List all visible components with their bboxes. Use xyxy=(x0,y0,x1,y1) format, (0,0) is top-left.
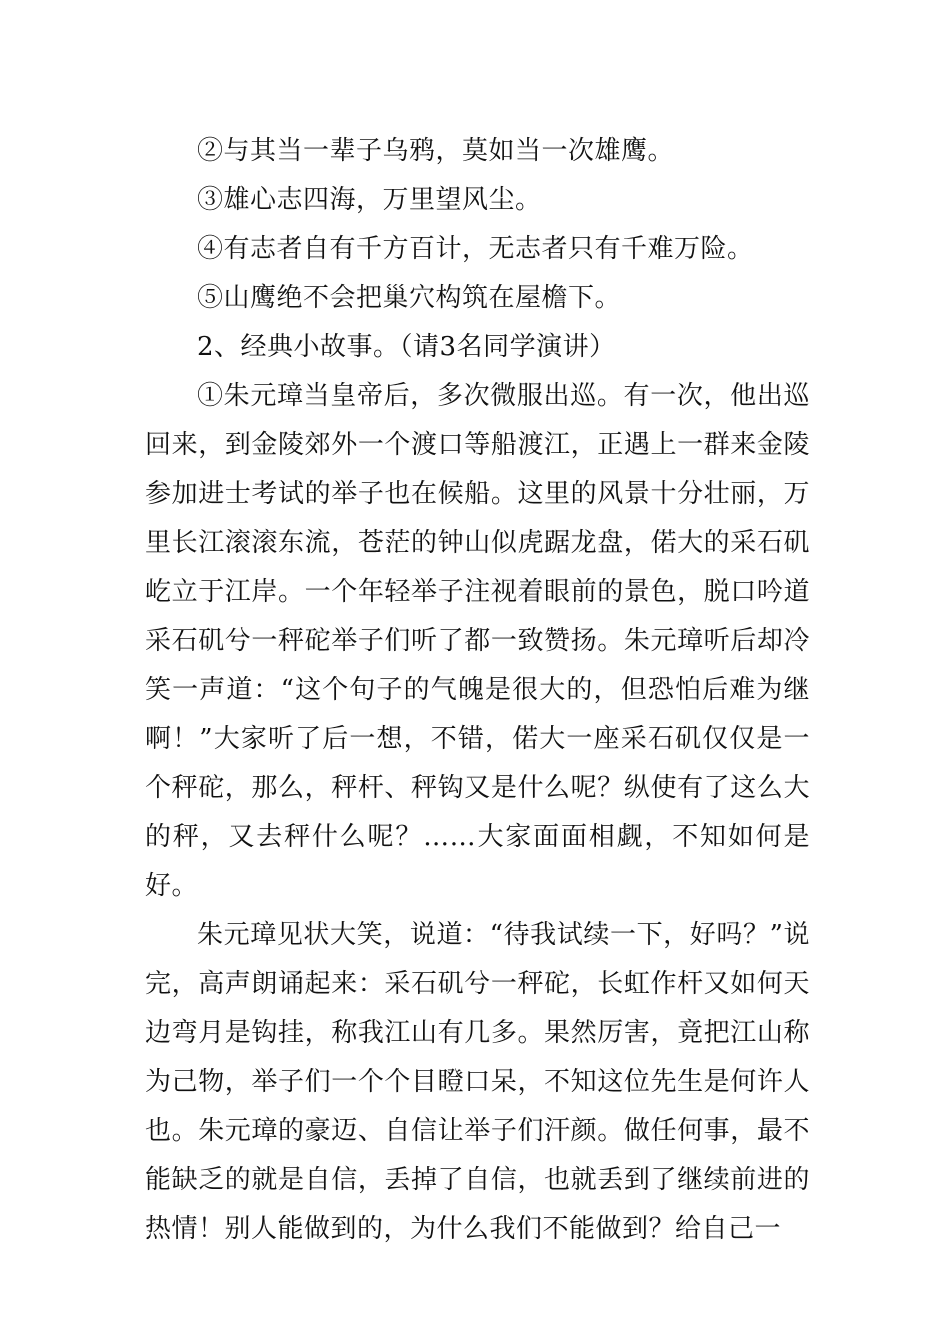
document-body xyxy=(145,127,810,1254)
paragraph-story-1: ①朱元璋当皇帝后，多次微服出巡。有一次，他出巡回来，到金陵郊外一个渡口等船渡江，正遇上一群来金陵参加进士考试的举子也在候船。这里的风景十分壮丽，万里长江滚滚东流，苍茫的钟山似虎踞龙盘，偌大的采石矶屹立于江岸。一个年轻举子注视着眼前的景色，脱口吟道采石矶兮一秤砣举子们听了都一致赞扬。朱元璋听后却冷笑一声道：“这个句子的气魄是很大的，但恐怕后难为继啊！”大家听了后一想，不错，偌大一座采石矶仅仅是一个秤砣，那么，秤杆、秤钩又是什么呢？纵使有了这么大的秤，又去秤什么呢？……大家面面相觑，不知如何是好。 xyxy=(145,381,810,901)
paragraph-quote-3: ③雄心志四海，万里望风尘。 xyxy=(197,185,542,215)
paragraph-quote-4: ④有志者自有千方百计，无志者只有千难万险。 xyxy=(197,234,754,264)
section-heading-classic-stories: 2、经典小故事。（请3名同学演讲） xyxy=(197,332,616,362)
paragraph-quote-5: ⑤山鹰绝不会把巢穴构筑在屋檐下。 xyxy=(197,283,622,313)
paragraph-story-1-continued: 朱元璋见状大笑，说道：“待我试续一下，好吗？”说完，高声朗诵起来：采石矶兮一秤砣，长虹作杆又如何天边弯月是钩挂，称我江山有几多。果然厉害，竟把江山称为己物，举子们一个个目瞪口呆，不知这位先生是何许人也。朱元璋的豪迈、自信让举子们汗颜。做任何事，最不能缺乏的就是自信，丢掉了自信，也就丢到了继续前进的热情！别人能做到的，为什么我们不能做到？给自己一 xyxy=(145,920,810,1244)
paragraph-quote-2: ②与其当一辈子乌鸦，莫如当一次雄鹰。 xyxy=(197,136,675,166)
